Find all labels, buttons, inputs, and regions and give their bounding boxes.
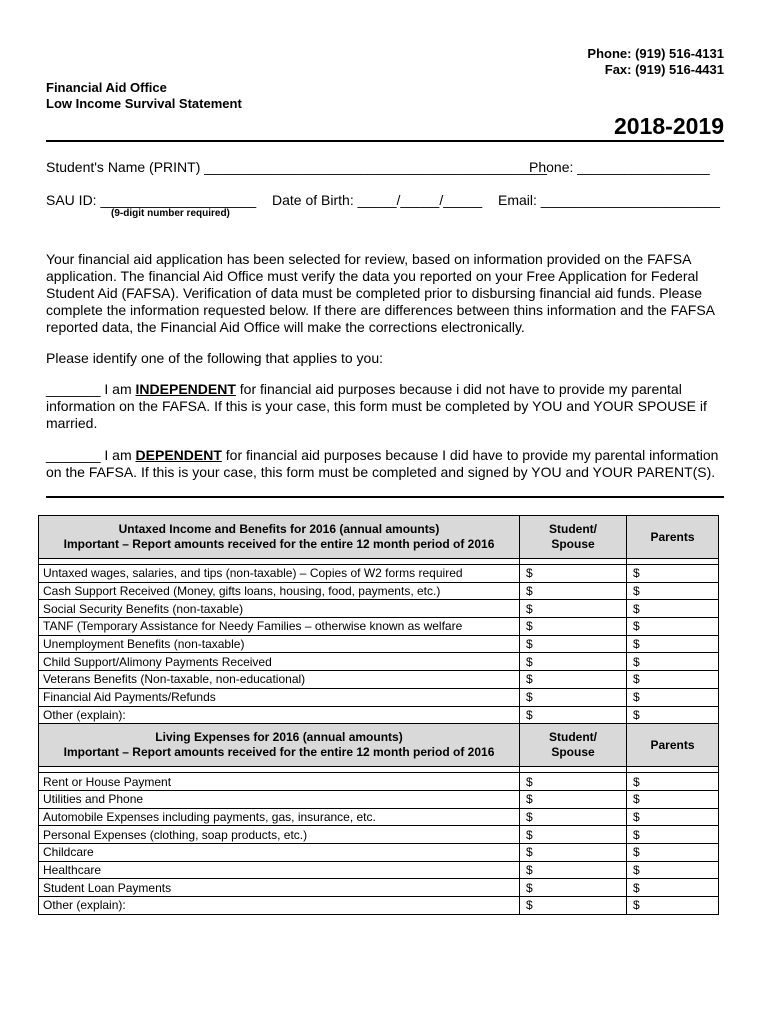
income-row-label: Untaxed wages, salaries, and tips (non-taxable) – Copies of W2 forms required — [39, 565, 520, 583]
contact-block — [587, 46, 724, 78]
table-row — [39, 790, 719, 808]
intro-paragraph: Your financial aid application has been selected for review, based on information provided on the FAFSA application. The financial Aid Office must verify the data you reported on your Free Application for Federal Student Aid (FAFSA). Verification of data must be completed prior to disbursing financial aid funds. Please complete the information requested below. If there are differences between thins information and the FAFSA reported data, the Financial Aid Office will make the corrections electronically. — [46, 251, 715, 335]
header-divider — [46, 140, 724, 142]
table-row — [39, 706, 719, 724]
table-row — [39, 843, 719, 861]
award-year: 2018-2019 — [614, 113, 724, 139]
student-amount-cell[interactable]: $ — [520, 790, 627, 808]
student-amount-cell[interactable]: $ — [520, 600, 627, 618]
parents-amount-cell[interactable]: $ — [627, 688, 719, 706]
section-divider — [46, 496, 724, 498]
parents-amount-cell[interactable]: $ — [627, 843, 719, 861]
parents-amount-cell[interactable]: $ — [627, 600, 719, 618]
income-section-title — [39, 516, 520, 559]
income-row-label: Veterans Benefits (Non-taxable, non-educational) — [39, 671, 520, 689]
income-row-label: TANF (Temporary Assistance for Needy Families – otherwise known as welfare — [39, 618, 520, 636]
independent-blank[interactable]: _______ — [46, 381, 101, 397]
financial-table — [38, 515, 719, 915]
table-row — [39, 773, 719, 791]
table-row — [39, 688, 719, 706]
table-row — [39, 826, 719, 844]
expense-row-label: Student Loan Payments — [39, 879, 520, 897]
income-row-label: Financial Aid Payments/Refunds — [39, 688, 520, 706]
independent-pre: I am — [100, 381, 136, 397]
identify-prompt: Please identify one of the following that applies to you: — [46, 350, 383, 366]
income-row-label: Cash Support Received (Money, gifts loans, housing, food, payments, etc.) — [39, 582, 520, 600]
parents-amount-cell[interactable]: $ — [627, 861, 719, 879]
expense-row-label: Healthcare — [39, 861, 520, 879]
dependent-blank[interactable]: _______ — [46, 447, 101, 463]
sau-id-note: (9-digit number required) — [111, 208, 230, 219]
student-amount-cell[interactable]: $ — [520, 861, 627, 879]
table-row — [39, 897, 719, 915]
table-row — [39, 653, 719, 671]
parents-amount-cell[interactable]: $ — [627, 635, 719, 653]
expense-row-label: Rent or House Payment — [39, 773, 520, 791]
expense-title: Living Expenses for 2016 (annual amounts) — [155, 730, 403, 745]
email-field[interactable]: Email: _______________________ — [498, 192, 720, 208]
dependent-text: for financial aid purposes because I did have to provide my parental information on the FAFSA. If this is your case, this form must be completed and signed by YOU and YOUR PARENT(S). — [46, 447, 719, 480]
student-amount-cell[interactable]: $ — [520, 826, 627, 844]
expense-row-label: Other (explain): — [39, 897, 520, 915]
student-amount-cell[interactable]: $ — [520, 565, 627, 583]
parents-amount-cell[interactable]: $ — [627, 671, 719, 689]
student-name-field[interactable]: Student's Name (PRINT) ____________________________________________ — [46, 159, 547, 175]
parents-amount-cell[interactable]: $ — [627, 618, 719, 636]
parents-amount-cell[interactable]: $ — [627, 565, 719, 583]
expense-row-label: Automobile Expenses including payments, gas, insurance, etc. — [39, 808, 520, 826]
parents-amount-cell[interactable]: $ — [627, 653, 719, 671]
office-name: Financial Aid Office — [46, 80, 167, 95]
expense-section-title — [39, 724, 520, 767]
student-amount-cell[interactable]: $ — [520, 808, 627, 826]
student-amount-cell[interactable]: $ — [520, 897, 627, 915]
expense-col-student: Student/ Spouse — [520, 724, 627, 767]
student-amount-cell[interactable]: $ — [520, 879, 627, 897]
parents-amount-cell[interactable]: $ — [627, 582, 719, 600]
student-amount-cell[interactable]: $ — [520, 706, 627, 724]
income-header-row — [39, 516, 719, 559]
student-amount-cell[interactable]: $ — [520, 618, 627, 636]
expense-subtitle: Important – Report amounts received for the entire 12 month period of 2016 — [63, 745, 495, 760]
parents-amount-cell[interactable]: $ — [627, 790, 719, 808]
independent-keyword: INDEPENDENT — [135, 381, 236, 397]
parents-amount-cell[interactable]: $ — [627, 826, 719, 844]
income-row-label: Child Support/Alimony Payments Received — [39, 653, 520, 671]
parents-amount-cell[interactable]: $ — [627, 879, 719, 897]
table-row — [39, 565, 719, 583]
office-header — [46, 80, 242, 112]
student-amount-cell[interactable]: $ — [520, 688, 627, 706]
expense-row-label: Childcare — [39, 843, 520, 861]
student-amount-cell[interactable]: $ — [520, 671, 627, 689]
table-row — [39, 600, 719, 618]
parents-amount-cell[interactable]: $ — [627, 706, 719, 724]
income-title: Untaxed Income and Benefits for 2016 (annual amounts) — [118, 522, 440, 536]
student-amount-cell[interactable]: $ — [520, 653, 627, 671]
contact-fax: Fax: (919) 516-4431 — [604, 62, 724, 77]
date-of-birth-field[interactable]: Date of Birth: _____/_____/_____ — [272, 192, 483, 208]
income-col-parents: Parents — [627, 516, 719, 559]
expense-row-label: Utilities and Phone — [39, 790, 520, 808]
sau-id-field[interactable]: SAU ID: ____________________ — [46, 192, 257, 208]
expense-header-row — [39, 724, 719, 767]
table-row — [39, 635, 719, 653]
dependent-keyword: DEPENDENT — [135, 447, 222, 463]
student-amount-cell[interactable]: $ — [520, 843, 627, 861]
student-amount-cell[interactable]: $ — [520, 582, 627, 600]
dependent-option[interactable] — [46, 447, 726, 481]
student-amount-cell[interactable]: $ — [520, 773, 627, 791]
contact-phone: Phone: (919) 516-4131 — [587, 46, 724, 61]
income-row-label: Other (explain): — [39, 706, 520, 724]
income-subtitle: Important – Report amounts received for the entire 12 month period of 2016 — [63, 537, 495, 551]
table-row — [39, 808, 719, 826]
parents-amount-cell[interactable]: $ — [627, 773, 719, 791]
parents-amount-cell[interactable]: $ — [627, 808, 719, 826]
table-row — [39, 582, 719, 600]
independent-text: for financial aid purposes because i did not have to provide my parental information on the FAFSA. If this is your case, this form must be completed by YOU and YOUR SPOUSE if married. — [46, 381, 707, 431]
document-title: Low Income Survival Statement — [46, 96, 242, 111]
parents-amount-cell[interactable]: $ — [627, 897, 719, 915]
table-row — [39, 861, 719, 879]
expense-row-label: Personal Expenses (clothing, soap products, etc.) — [39, 826, 520, 844]
income-row-label: Social Security Benefits (non-taxable) — [39, 600, 520, 618]
expense-col-parents: Parents — [627, 724, 719, 767]
income-col-student: Student/ Spouse — [520, 516, 627, 559]
phone-field[interactable]: Phone: _________________ — [529, 159, 710, 175]
independent-option[interactable] — [46, 381, 726, 432]
table-row — [39, 671, 719, 689]
table-row — [39, 618, 719, 636]
student-amount-cell[interactable]: $ — [520, 635, 627, 653]
income-row-label: Unemployment Benefits (non-taxable) — [39, 635, 520, 653]
table-row — [39, 879, 719, 897]
dependent-pre: I am — [100, 447, 136, 463]
